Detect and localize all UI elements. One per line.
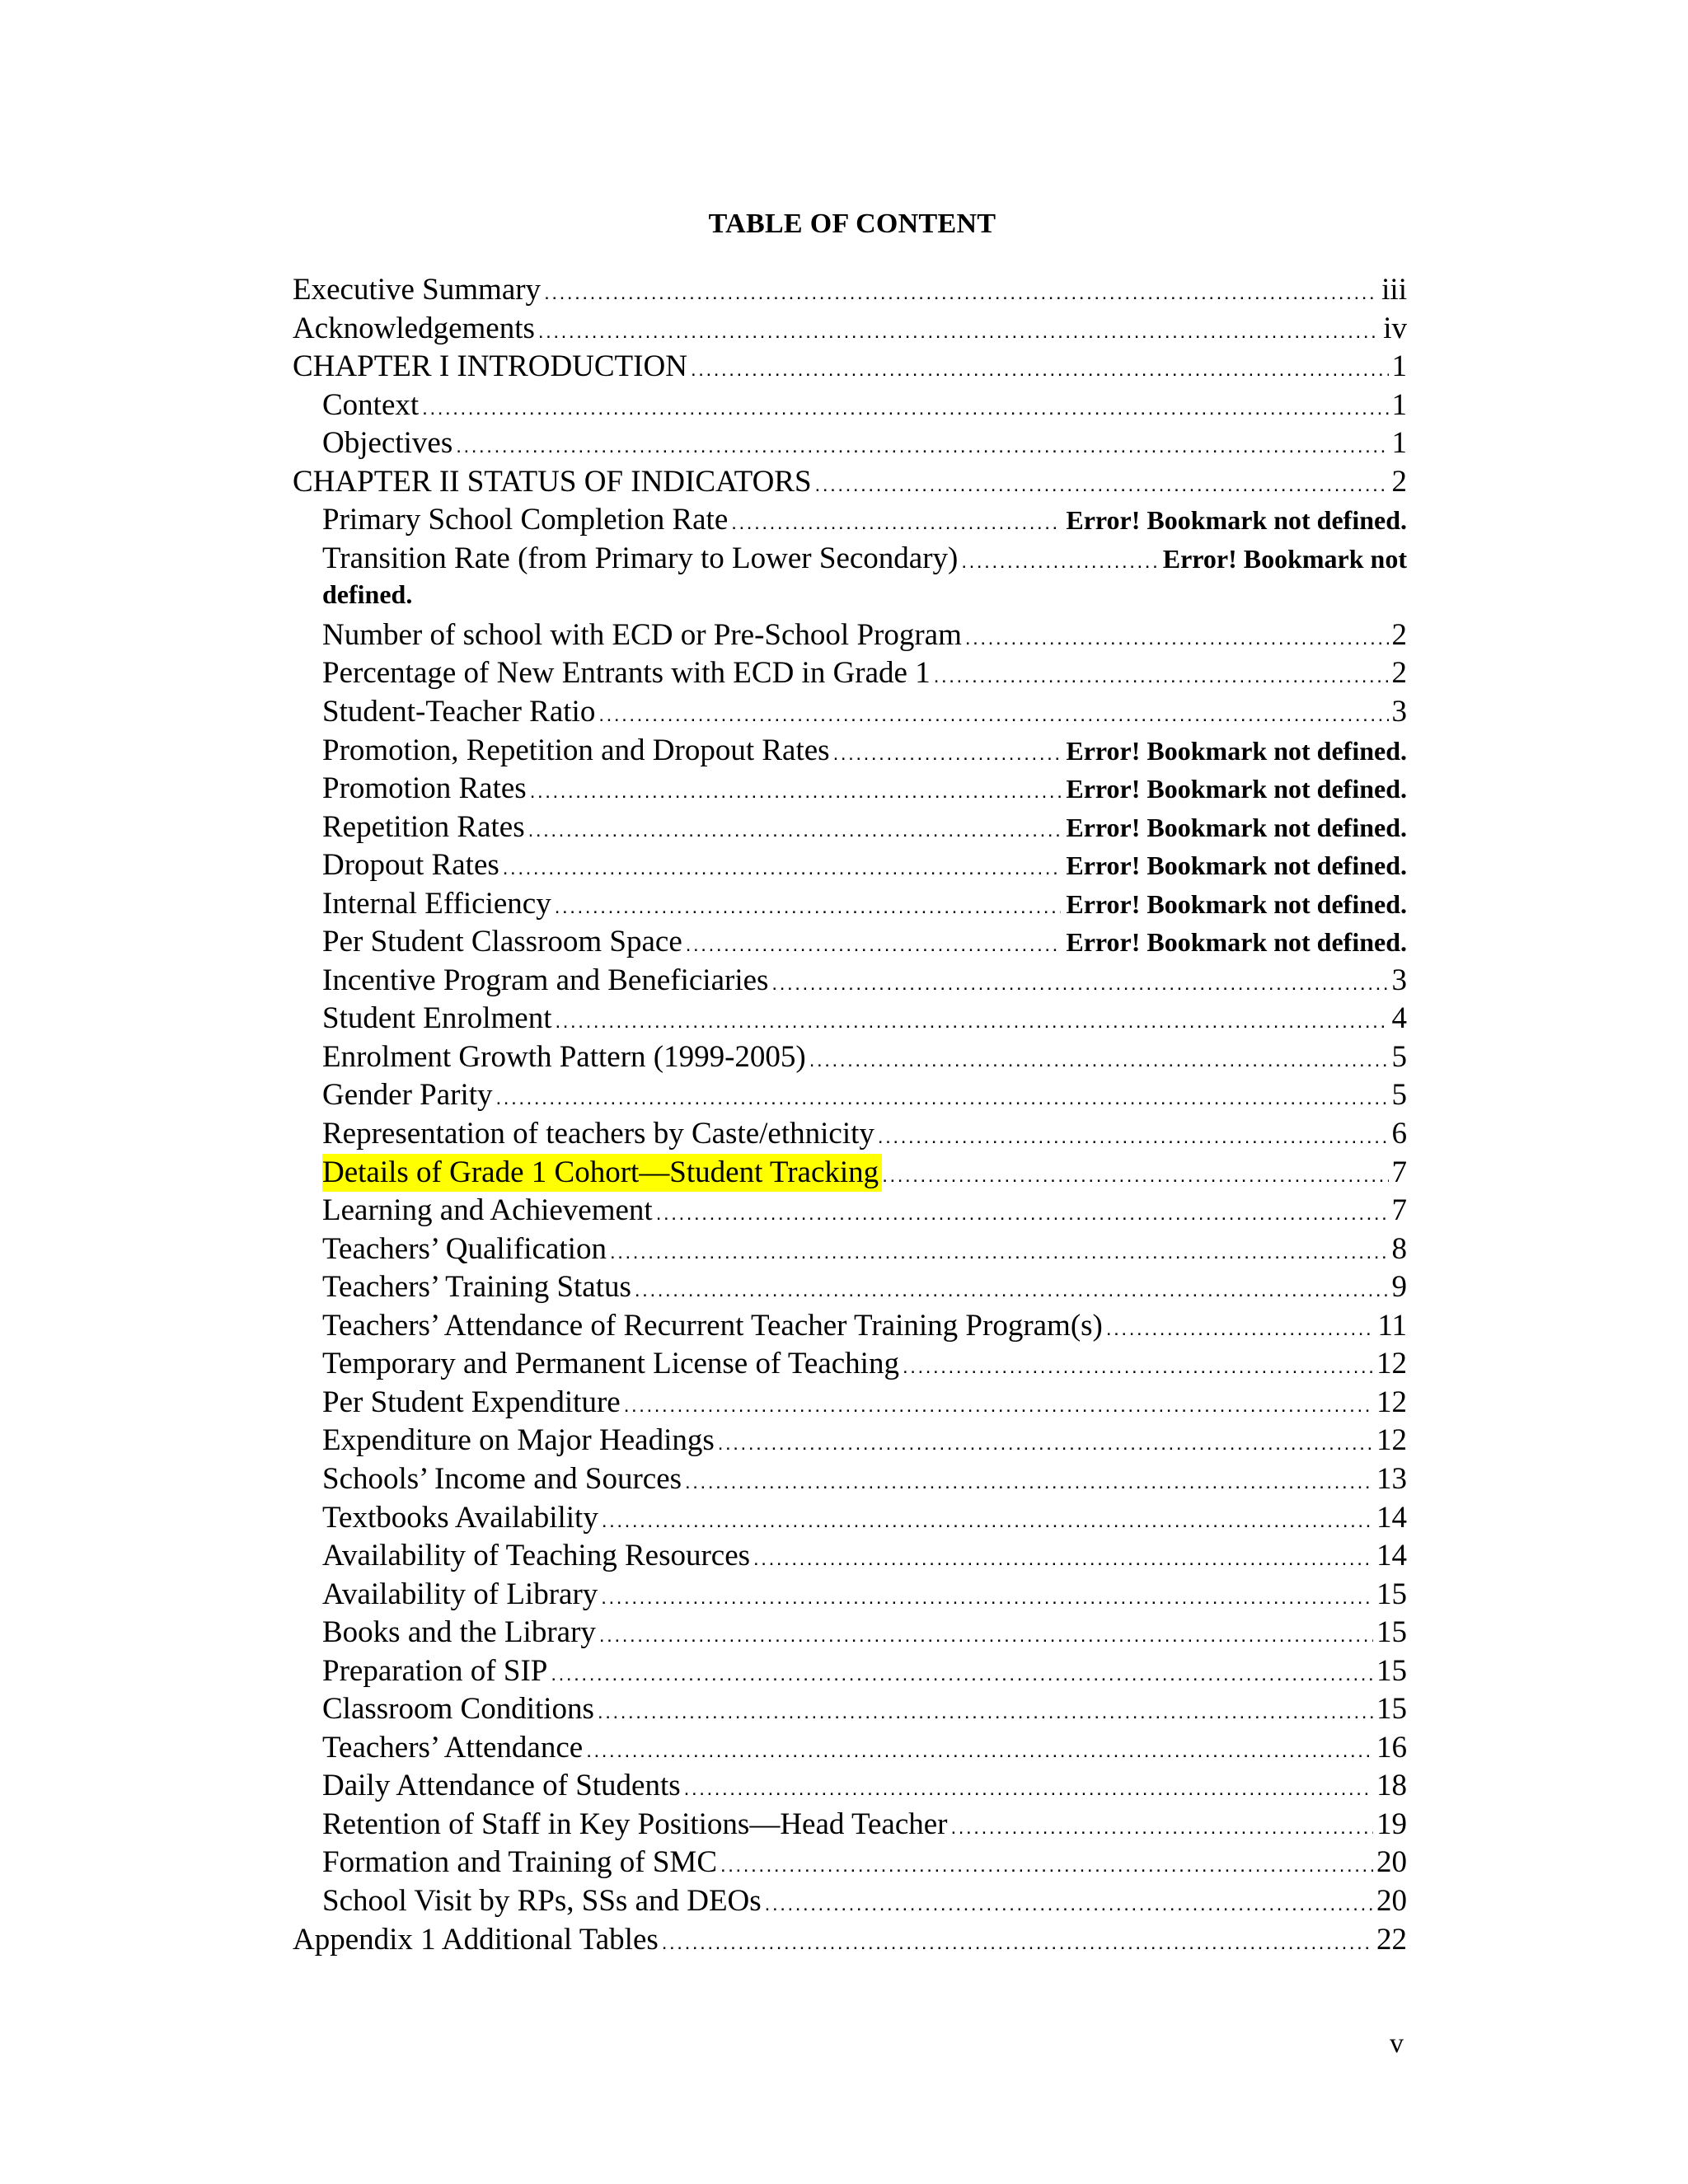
toc-entry[interactable]: [322, 1690, 1407, 1729]
toc-dot-leader: [551, 1656, 1373, 1691]
toc-entry[interactable]: [322, 1115, 1407, 1154]
toc-entry[interactable]: [322, 732, 1407, 771]
toc-dot-leader: [809, 1042, 1389, 1077]
toc-entry[interactable]: [293, 1921, 1407, 1960]
toc-entry-label: Books and the Library: [322, 1615, 596, 1650]
toc-entry-error: Error! Bookmark not defined.: [1066, 888, 1407, 919]
toc-dot-leader: [1106, 1310, 1374, 1346]
toc-entry[interactable]: [322, 424, 1407, 463]
toc-entry-label: Textbooks Availability: [322, 1500, 598, 1535]
toc-entry[interactable]: [322, 1844, 1407, 1882]
toc-entry-label: Teachers’ Training Status: [322, 1270, 631, 1305]
toc-entry-page: 22: [1376, 1922, 1407, 1957]
toc-entry-page: 16: [1376, 1730, 1407, 1765]
toc-entry-page: 14: [1376, 1539, 1407, 1573]
toc-entry[interactable]: [322, 1038, 1407, 1077]
toc-dot-leader: [528, 812, 1062, 847]
toc-entry-error: Error! Bookmark not defined.: [1066, 735, 1407, 766]
toc-entry[interactable]: [322, 885, 1407, 924]
toc-dot-leader: [815, 466, 1389, 502]
toc-entry-page: 2: [1391, 464, 1407, 499]
toc-dot-leader: [686, 926, 1062, 962]
toc-entry-page: 2: [1391, 656, 1407, 691]
toc-entry-error: Error! Bookmark not defined.: [1066, 505, 1407, 536]
toc-entry-label: Per Student Classroom Space: [322, 925, 682, 959]
toc-entry[interactable]: [322, 1230, 1407, 1269]
toc-entry-page: 7: [1391, 1155, 1407, 1189]
toc-entry-error-continuation: defined.: [322, 579, 413, 610]
toc-entry[interactable]: [322, 1806, 1407, 1844]
toc-entry[interactable]: [322, 1882, 1407, 1921]
toc-dot-leader: [882, 1157, 1388, 1193]
toc-entry-label: Percentage of New Entrants with ECD in Grade 1: [322, 656, 931, 691]
toc-entry[interactable]: [322, 923, 1407, 962]
toc-entry-page: 13: [1376, 1461, 1407, 1496]
toc-dot-leader: [731, 504, 1061, 540]
toc-entry-error: Error! Bookmark not defined.: [1066, 851, 1407, 881]
toc-entry[interactable]: [293, 348, 1407, 387]
toc-dot-leader: [656, 1195, 1389, 1230]
toc-entry-label: Objectives: [322, 426, 453, 461]
toc-dot-leader: [635, 1272, 1389, 1307]
toc-dot-leader: [422, 390, 1388, 425]
toc-entry[interactable]: [322, 770, 1407, 808]
toc-dot-leader: [965, 620, 1389, 655]
toc-entry-label: Expenditure on Major Headings: [322, 1423, 715, 1458]
toc-entry[interactable]: [322, 654, 1407, 693]
toc-entry-label: Internal Efficiency: [322, 886, 551, 921]
toc-entry-page: 12: [1376, 1385, 1407, 1419]
toc-entry[interactable]: [322, 693, 1407, 732]
table-of-contents: [293, 271, 1407, 1959]
toc-entry[interactable]: [293, 271, 1407, 310]
toc-dot-leader: [544, 274, 1378, 310]
toc-entry-label: Primary School Completion Rate: [322, 503, 729, 537]
toc-entry-label: Gender Parity: [322, 1078, 493, 1113]
toc-entry[interactable]: [322, 1345, 1407, 1384]
toc-dot-leader: [601, 1579, 1373, 1615]
toc-dot-leader: [961, 543, 1157, 579]
toc-entry[interactable]: [322, 1268, 1407, 1307]
toc-entry-line: [322, 540, 1407, 579]
toc-dot-leader: [602, 1502, 1373, 1538]
toc-dot-leader: [598, 1694, 1373, 1729]
toc-entry-error: Error! Bookmark not: [1162, 543, 1407, 574]
toc-entry[interactable]: [322, 1460, 1407, 1499]
toc-entry-label: Enrolment Growth Pattern (1999-2005): [322, 1039, 806, 1074]
toc-dot-leader: [538, 313, 1380, 349]
toc-entry[interactable]: [322, 1384, 1407, 1422]
page-number: v: [1390, 2028, 1404, 2059]
toc-entry-page: 12: [1376, 1423, 1407, 1458]
toc-entry-page: 1: [1391, 349, 1407, 384]
toc-entry-label-highlighted: Details of Grade 1 Cohort—Student Tracking: [322, 1154, 882, 1193]
toc-entry-page: 2: [1391, 617, 1407, 652]
toc-dot-leader: [530, 773, 1062, 808]
toc-entry-label: Repetition Rates: [322, 809, 525, 844]
toc-dot-leader: [555, 888, 1062, 924]
toc-entry-label: Availability of Teaching Resources: [322, 1539, 751, 1573]
toc-entry-error: Error! Bookmark not defined.: [1066, 927, 1407, 958]
toc-dot-leader: [496, 1080, 1389, 1115]
toc-entry-page: iv: [1383, 311, 1407, 345]
toc-entry[interactable]: [322, 1307, 1407, 1346]
toc-entry-page: 6: [1391, 1117, 1407, 1151]
toc-entry-label: Schools’ Income and Sources: [322, 1461, 682, 1496]
toc-dot-leader: [903, 1348, 1373, 1384]
toc-entry[interactable]: [322, 501, 1407, 540]
toc-entry[interactable]: [322, 1576, 1407, 1615]
toc-dot-leader: [753, 1540, 1373, 1576]
toc-entry-label: Representation of teachers by Caste/ethnicity: [322, 1117, 874, 1151]
toc-entry[interactable]: [322, 1729, 1407, 1768]
toc-entry[interactable]: [293, 463, 1407, 502]
toc-entry-label: School Visit by RPs, SSs and DEOs: [322, 1883, 762, 1918]
toc-entry-page: 20: [1376, 1845, 1407, 1880]
toc-entry[interactable]: [322, 1000, 1407, 1038]
toc-dot-leader: [771, 965, 1388, 1001]
toc-entry-page: 12: [1376, 1347, 1407, 1381]
toc-dot-leader: [718, 1425, 1373, 1460]
toc-entry-label: Formation and Training of SMC: [322, 1845, 717, 1880]
toc-dot-leader: [934, 658, 1389, 693]
toc-entry-label: Transition Rate (from Primary to Lower Secondary): [322, 541, 959, 575]
toc-entry[interactable]: [322, 1076, 1407, 1115]
toc-dot-leader: [599, 1617, 1373, 1652]
toc-entry-label: Dropout Rates: [322, 848, 499, 883]
toc-entry-page: 3: [1391, 695, 1407, 729]
toc-dot-leader: [765, 1886, 1373, 1921]
toc-entry-page: 3: [1391, 963, 1407, 997]
toc-entry-label: Promotion Rates: [322, 771, 527, 806]
toc-entry[interactable]: [322, 808, 1407, 847]
toc-entry-label: Daily Attendance of Students: [322, 1769, 681, 1803]
toc-entry-label: Teachers’ Qualification: [322, 1231, 607, 1266]
toc-entry-error: Error! Bookmark not defined.: [1066, 774, 1407, 804]
toc-entry-page: 19: [1376, 1807, 1407, 1841]
toc-dot-leader: [951, 1809, 1374, 1844]
toc-entry[interactable]: [322, 1154, 1407, 1193]
toc-dot-leader: [598, 696, 1388, 732]
toc-entry-label: Temporary and Permanent License of Teaching: [322, 1347, 899, 1381]
toc-entry-page: 1: [1391, 387, 1407, 422]
toc-entry-label: Per Student Expenditure: [322, 1385, 621, 1419]
toc-entry[interactable]: [322, 540, 1407, 616]
toc-entry-page: 5: [1391, 1078, 1407, 1113]
toc-entry-page: 18: [1376, 1769, 1407, 1803]
toc-entry[interactable]: [322, 1422, 1407, 1460]
toc-dot-leader: [685, 1464, 1373, 1499]
toc-entry[interactable]: [322, 1614, 1407, 1652]
toc-entry[interactable]: [322, 1499, 1407, 1538]
toc-entry-page: 14: [1376, 1500, 1407, 1535]
toc-entry[interactable]: [322, 387, 1407, 425]
toc-entry-page: 9: [1391, 1270, 1407, 1305]
toc-entry[interactable]: [322, 1652, 1407, 1691]
toc-entry-label: Context: [322, 387, 420, 422]
toc-dot-leader: [833, 735, 1062, 771]
toc-dot-leader: [878, 1118, 1389, 1154]
toc-entry-page: 1: [1391, 426, 1407, 461]
toc-entry-page: 15: [1376, 1653, 1407, 1688]
toc-entry-page: 20: [1376, 1883, 1407, 1918]
toc-entry[interactable]: [322, 1767, 1407, 1806]
toc-entry-label: Preparation of SIP: [322, 1653, 548, 1688]
toc-entry[interactable]: [293, 310, 1407, 349]
toc-entry[interactable]: [322, 1537, 1407, 1576]
toc-entry-label: Executive Summary: [293, 273, 542, 307]
toc-entry-label: Teachers’ Attendance of Recurrent Teacher Training Program(s): [322, 1308, 1103, 1343]
toc-entry-page: 15: [1376, 1577, 1407, 1611]
toc-entry-page: 5: [1391, 1039, 1407, 1074]
toc-entry-label: Incentive Program and Beneficiaries: [322, 963, 769, 997]
toc-entry[interactable]: [322, 1192, 1407, 1230]
toc-entry-error: Error! Bookmark not defined.: [1066, 812, 1407, 842]
toc-entry-page: 8: [1391, 1231, 1407, 1266]
toc-entry-label: Classroom Conditions: [322, 1692, 594, 1727]
toc-entry-page: 7: [1391, 1193, 1407, 1228]
toc-entry-label: CHAPTER I INTRODUCTION: [293, 349, 687, 384]
toc-entry-page: 4: [1391, 1001, 1407, 1036]
toc-entry-page: iii: [1381, 273, 1407, 307]
toc-entry-label: Number of school with ECD or Pre-School Program: [322, 617, 962, 652]
toc-entry-label: Student-Teacher Ratio: [322, 695, 596, 729]
toc-dot-leader: [720, 1847, 1373, 1882]
toc-entry-page: 15: [1376, 1615, 1407, 1650]
toc-entry-label: Student Enrolment: [322, 1001, 552, 1036]
toc-entry-label: Teachers’ Attendance: [322, 1730, 584, 1765]
toc-entry[interactable]: [322, 616, 1407, 655]
toc-entry-label: Availability of Library: [322, 1577, 598, 1611]
toc-entry-page: 15: [1376, 1692, 1407, 1727]
toc-entry-label: Acknowledgements: [293, 311, 535, 345]
toc-dot-leader: [556, 1003, 1389, 1038]
toc-dot-leader: [610, 1234, 1389, 1269]
toc-entry-page: 11: [1377, 1308, 1407, 1343]
toc-dot-leader: [662, 1924, 1373, 1960]
toc-entry[interactable]: [322, 846, 1407, 885]
toc-dot-leader: [503, 850, 1062, 885]
toc-dot-leader: [684, 1770, 1373, 1806]
toc-dot-leader: [586, 1732, 1373, 1768]
toc-dot-leader: [624, 1387, 1373, 1422]
toc-entry-label: CHAPTER II STATUS OF INDICATORS: [293, 464, 812, 499]
toc-entry-label: Promotion, Repetition and Dropout Rates: [322, 733, 830, 767]
page-title: TABLE OF CONTENT: [708, 209, 996, 239]
toc-entry-label: Appendix 1 Additional Tables: [293, 1922, 659, 1957]
toc-entry-label: Learning and Achievement: [322, 1193, 653, 1228]
toc-entry-label: Retention of Staff in Key Positions—Head Teacher: [322, 1807, 948, 1841]
toc-dot-leader: [691, 351, 1389, 387]
toc-entry[interactable]: [322, 962, 1407, 1001]
toc-dot-leader: [456, 428, 1388, 463]
